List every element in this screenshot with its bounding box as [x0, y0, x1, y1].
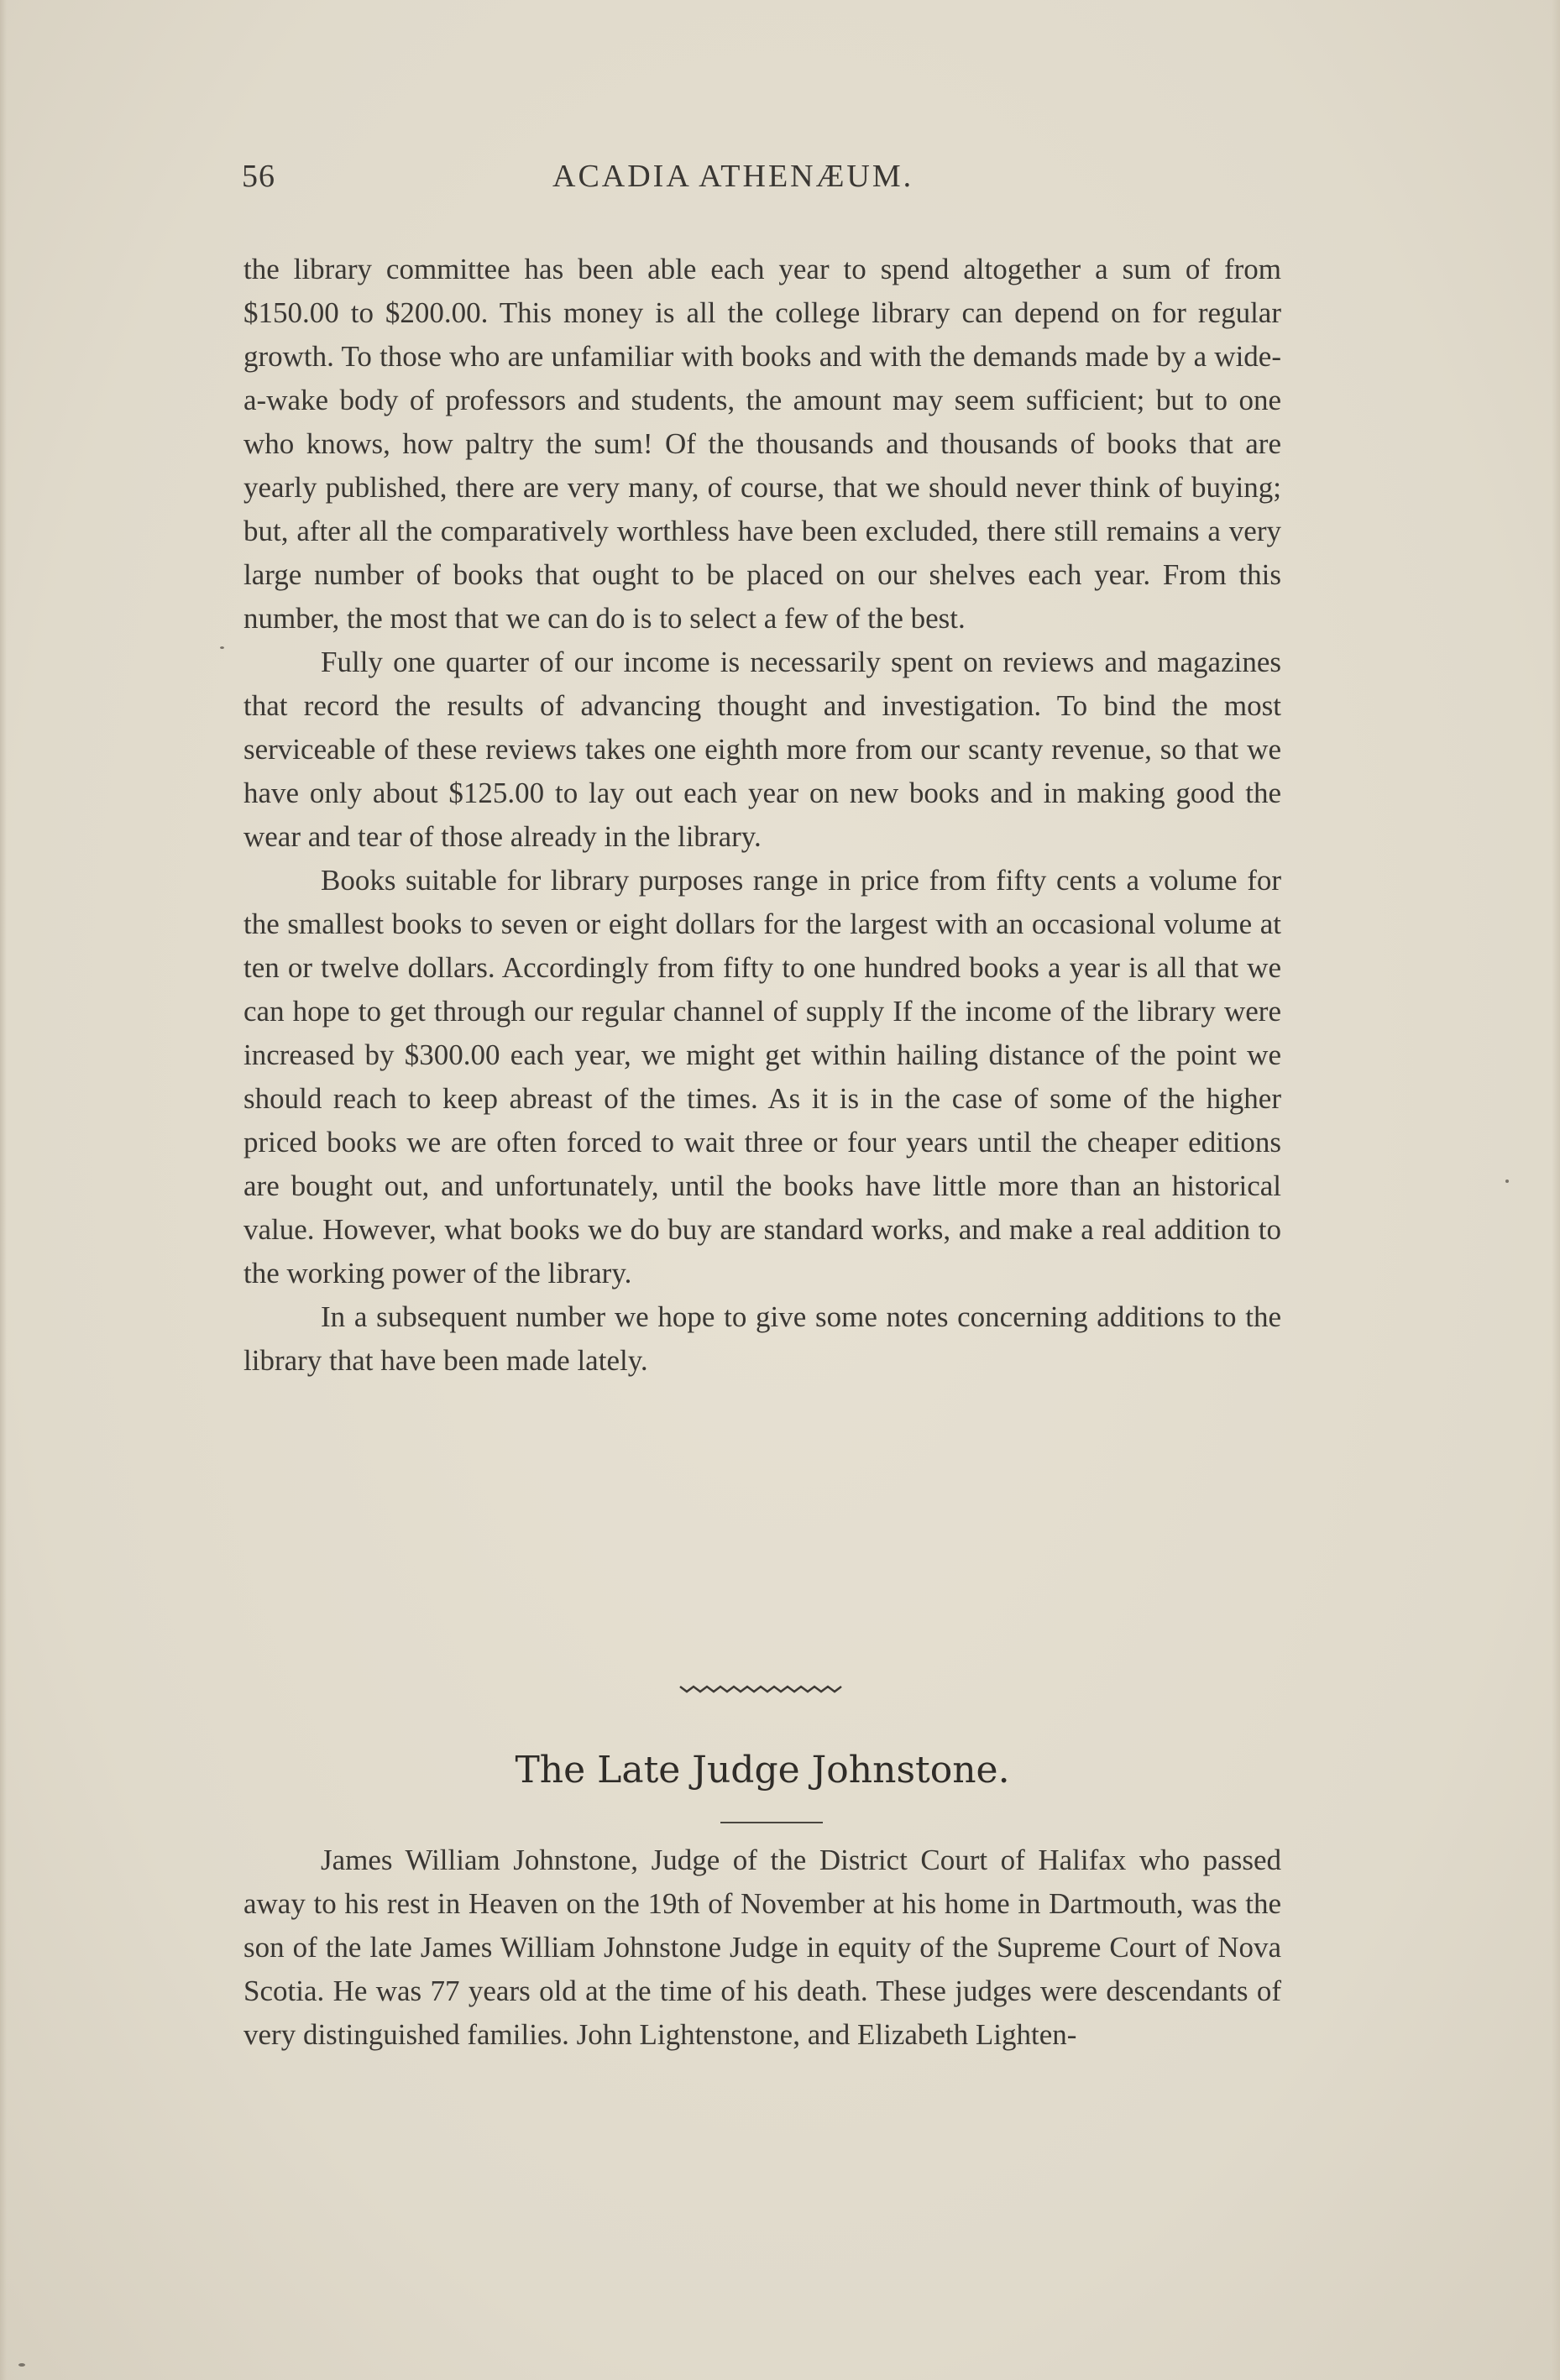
- running-head: [242, 158, 1283, 208]
- paper-speck: [1505, 1180, 1509, 1183]
- title-rule: [720, 1822, 823, 1823]
- journal-title: ACADIA ATHENÆUM.: [552, 159, 914, 194]
- johnstone-article-body: [243, 1839, 1281, 2057]
- paragraph-reviews-magazines: Fully one quarter of our income is necessarily spent on reviews and magazines that record the results of advancing thought and investigation. To bind the most serviceable of these reviews takes one eighth more from our scanty revenue, so that we have only about $125.00 to lay out each year on new books and in making good the wear and tear of those already in the library.: [243, 646, 1281, 853]
- section-divider-ornament: [678, 1683, 846, 1695]
- library-article-body: [243, 248, 1281, 1383]
- paper-speck: [18, 2363, 25, 2367]
- page-number: 56: [242, 159, 275, 194]
- paragraph-subsequent-notes: In a subsequent number we hope to give some notes concerning additions to the library that have been made lately.: [243, 1300, 1281, 1377]
- paper-speck: [220, 646, 224, 649]
- article-title: The Late Judge Johnstone.: [515, 1749, 1010, 1792]
- paragraph-book-prices: Books suitable for library purposes range in price from fifty cents a volume for the smallest books to seven or eight dollars for the largest with an occasional volume at ten or twelve dollars. Accordingly from fifty to one hundred books a year is all that we can hope to get through our regular channel of supply If the income of the library were increased by $300.00 each year, we might get within hailing distance of the point we should reach to keep abreast of the times. As it is in the case of some of the higher priced books we are often forced to wait three or four years until the cheaper editions are bought out, and unfortunately, until the books have little more than an historical value. However, what books we do buy are standard works, and make a real addition to the working power of the library.: [243, 864, 1281, 1289]
- paragraph-johnstone-biography: James William Johnstone, Judge of the District Court of Halifax who passed away to his rest in Heaven on the 19th of November at his home in Dartmouth, was the son of the late James William Johnstone Judge in equity of the Supreme Court of Nova Scotia. He was 77 years old at the time of his death. These judges were descendants of very distinguished families. John Lightenstone, and Elizabeth Lighten-: [243, 1844, 1281, 2051]
- paragraph-library-budget: the library committee has been able each year to spend altogether a sum of from $150.00 to $200.00. This money is all the college library can depend on for regular growth. To those who are unfamiliar with books and with the demands made by a wide-a-wake body of professors and students, the amount may seem sufficient; but to one who knows, how paltry the sum! Of the thousands and thousands of books that are yearly published, there are very many, of course, that we should never think of buying; but, after all the comparatively worthless have been excluded, there still remains a very large number of books that ought to be placed on our shelves each year. From this number, the most that we can do is to select a few of the best.: [243, 253, 1281, 635]
- page-edge-left: [0, 0, 7, 2380]
- page-edge-right: [1552, 0, 1560, 2380]
